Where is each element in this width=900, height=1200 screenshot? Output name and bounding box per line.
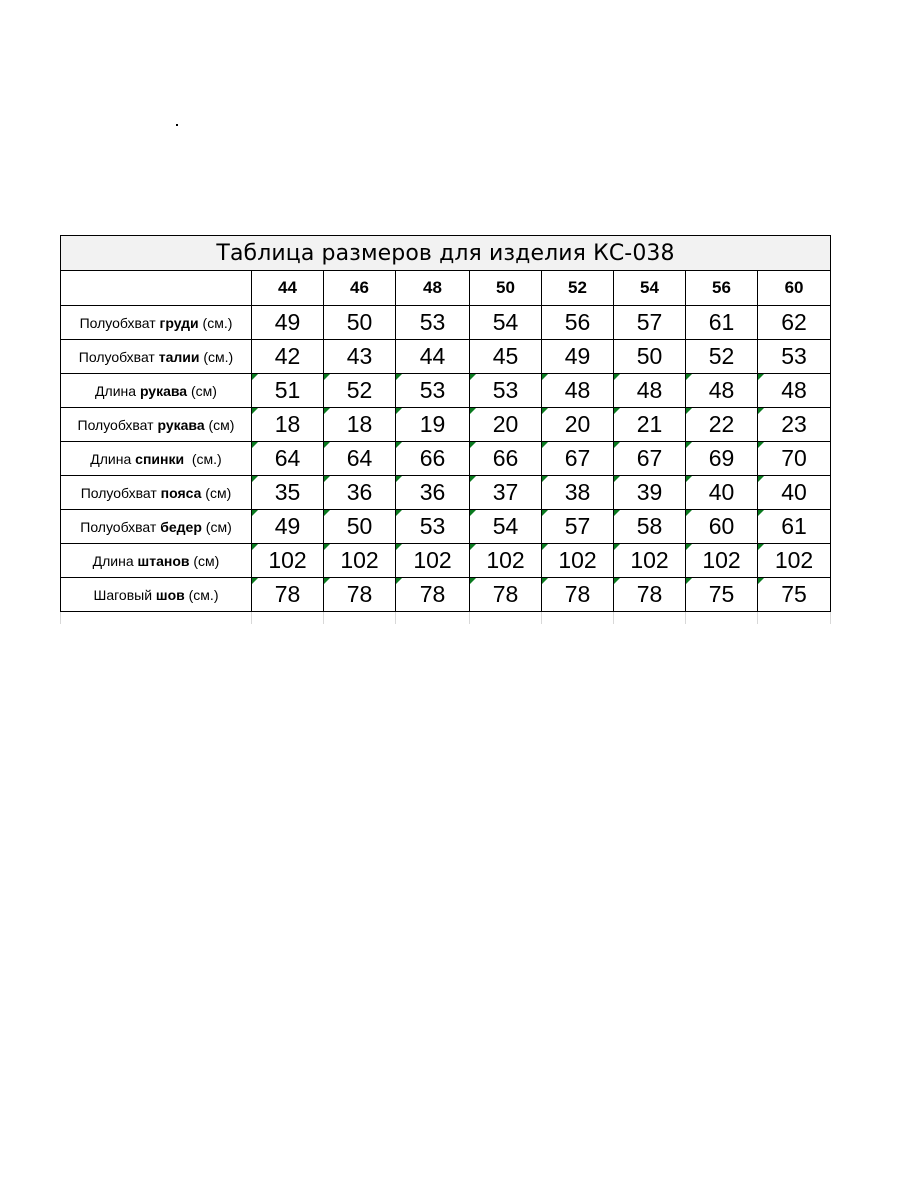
- measurement-value-cell: 75: [686, 578, 758, 612]
- empty-cell: [252, 612, 324, 624]
- measurement-value-cell: 102: [542, 544, 614, 578]
- size-header-cell: 60: [758, 271, 831, 306]
- measurement-value-cell: 18: [324, 408, 396, 442]
- measurement-value-cell: 102: [614, 544, 686, 578]
- measurement-label: [61, 408, 252, 442]
- measurement-value-cell: 102: [324, 544, 396, 578]
- measurement-row: [61, 544, 831, 578]
- size-header-cell: 44: [252, 271, 324, 306]
- measurement-value-cell: 67: [542, 442, 614, 476]
- measurement-value-cell: 49: [542, 340, 614, 374]
- measurement-value-cell: 102: [252, 544, 324, 578]
- measurement-value-cell: 36: [324, 476, 396, 510]
- measurement-value-cell: 57: [542, 510, 614, 544]
- measurement-row: [61, 408, 831, 442]
- measurement-value-cell: 48: [686, 374, 758, 408]
- measurement-label-prefix: Полуобхват: [80, 518, 161, 535]
- measurement-label-bold: шов: [155, 586, 185, 603]
- measurement-value-cell: 53: [470, 374, 542, 408]
- header-corner-cell: [61, 271, 252, 306]
- measurement-value-cell: 102: [758, 544, 831, 578]
- measurement-label-suffix: (см): [189, 552, 220, 569]
- measurement-value-cell: 53: [396, 306, 470, 340]
- measurement-value-cell: 78: [396, 578, 470, 612]
- measurement-value-cell: 48: [542, 374, 614, 408]
- measurement-value-cell: 50: [324, 510, 396, 544]
- measurement-label-suffix: (см.): [198, 314, 233, 331]
- empty-cell: [686, 612, 758, 624]
- measurement-value-cell: 21: [614, 408, 686, 442]
- measurement-label-prefix: Длина: [90, 450, 136, 467]
- table-title: Таблица размеров для изделия КС-038: [61, 236, 831, 271]
- measurement-label-suffix: (см.): [184, 586, 219, 603]
- measurement-value-cell: 49: [252, 510, 324, 544]
- measurement-label-suffix: (см): [201, 518, 232, 535]
- measurement-value-cell: 39: [614, 476, 686, 510]
- measurement-label-bold: бедер: [160, 518, 202, 535]
- measurement-label: [61, 578, 252, 612]
- measurement-value-cell: 53: [758, 340, 831, 374]
- measurement-value-cell: 51: [252, 374, 324, 408]
- size-header-row: [61, 271, 831, 306]
- stray-dot: [176, 124, 178, 126]
- measurement-value-cell: 64: [324, 442, 396, 476]
- measurement-value-cell: 75: [758, 578, 831, 612]
- measurement-row: [61, 442, 831, 476]
- measurement-value-cell: 61: [758, 510, 831, 544]
- measurement-value-cell: 61: [686, 306, 758, 340]
- measurement-value-cell: 102: [396, 544, 470, 578]
- empty-cell: [396, 612, 470, 624]
- measurement-value-cell: 66: [396, 442, 470, 476]
- measurement-label-suffix: (см.): [184, 450, 222, 467]
- measurement-value-cell: 52: [324, 374, 396, 408]
- table-continuation-row: [61, 612, 831, 624]
- measurement-label-suffix: (см): [187, 382, 217, 399]
- size-header-cell: 50: [470, 271, 542, 306]
- measurement-value-cell: 102: [470, 544, 542, 578]
- measurement-value-cell: 54: [470, 510, 542, 544]
- measurement-value-cell: 43: [324, 340, 396, 374]
- measurement-label: [61, 340, 252, 374]
- measurement-label-prefix: Длина: [95, 382, 140, 399]
- measurement-value-cell: 38: [542, 476, 614, 510]
- empty-cell: [324, 612, 396, 624]
- measurement-value-cell: 102: [686, 544, 758, 578]
- measurement-value-cell: 78: [470, 578, 542, 612]
- measurement-label-bold: груди: [159, 314, 199, 331]
- measurement-row: [61, 476, 831, 510]
- measurement-value-cell: 23: [758, 408, 831, 442]
- measurement-value-cell: 20: [542, 408, 614, 442]
- measurement-value-cell: 62: [758, 306, 831, 340]
- measurement-label: [61, 442, 252, 476]
- size-header-cell: 56: [686, 271, 758, 306]
- measurement-label-prefix: Шаговый: [93, 586, 156, 603]
- measurement-label-bold: пояса: [160, 484, 202, 501]
- measurement-label-prefix: Полуобхват: [80, 484, 161, 501]
- empty-cell: [470, 612, 542, 624]
- empty-cell: [614, 612, 686, 624]
- measurement-value-cell: 35: [252, 476, 324, 510]
- measurement-label: [61, 510, 252, 544]
- measurement-value-cell: 58: [614, 510, 686, 544]
- measurement-label-prefix: Полуобхват: [78, 348, 159, 365]
- measurement-value-cell: 37: [470, 476, 542, 510]
- measurement-label: [61, 374, 252, 408]
- empty-cell: [542, 612, 614, 624]
- measurement-value-cell: 49: [252, 306, 324, 340]
- title-row: [61, 236, 831, 271]
- measurement-value-cell: 78: [614, 578, 686, 612]
- measurement-value-cell: 70: [758, 442, 831, 476]
- size-header-cell: 46: [324, 271, 396, 306]
- size-chart-table: [60, 235, 831, 624]
- size-header-cell: 52: [542, 271, 614, 306]
- measurement-value-cell: 53: [396, 374, 470, 408]
- empty-cell: [61, 612, 252, 624]
- measurement-value-cell: 67: [614, 442, 686, 476]
- measurement-value-cell: 19: [396, 408, 470, 442]
- measurement-label-prefix: Полуобхват: [79, 314, 160, 331]
- measurement-value-cell: 52: [686, 340, 758, 374]
- measurement-value-cell: 40: [686, 476, 758, 510]
- measurement-label-suffix: (см): [201, 484, 232, 501]
- measurement-value-cell: 44: [396, 340, 470, 374]
- measurement-label-suffix: (см): [204, 416, 235, 433]
- measurement-value-cell: 78: [324, 578, 396, 612]
- measurement-label-bold: талии: [158, 348, 200, 365]
- measurement-value-cell: 69: [686, 442, 758, 476]
- measurement-value-cell: 18: [252, 408, 324, 442]
- measurement-value-cell: 36: [396, 476, 470, 510]
- measurement-row: [61, 374, 831, 408]
- measurement-value-cell: 66: [470, 442, 542, 476]
- size-header-cell: 54: [614, 271, 686, 306]
- measurement-value-cell: 64: [252, 442, 324, 476]
- measurement-value-cell: 48: [758, 374, 831, 408]
- measurement-label: [61, 544, 252, 578]
- measurement-value-cell: 22: [686, 408, 758, 442]
- measurement-label: [61, 306, 252, 340]
- measurement-label-prefix: Полуобхват: [77, 416, 158, 433]
- measurement-label-prefix: Длина: [92, 552, 138, 569]
- measurement-row: [61, 578, 831, 612]
- measurement-value-cell: 60: [686, 510, 758, 544]
- measurement-value-cell: 50: [614, 340, 686, 374]
- measurement-value-cell: 78: [542, 578, 614, 612]
- size-header-cell: 48: [396, 271, 470, 306]
- measurement-value-cell: 53: [396, 510, 470, 544]
- measurement-value-cell: 45: [470, 340, 542, 374]
- measurement-row: [61, 306, 831, 340]
- measurement-value-cell: 20: [470, 408, 542, 442]
- measurement-label-suffix: (см.): [199, 348, 234, 365]
- measurement-row: [61, 510, 831, 544]
- measurement-value-cell: 42: [252, 340, 324, 374]
- measurement-row: [61, 340, 831, 374]
- measurement-value-cell: 78: [252, 578, 324, 612]
- measurement-value-cell: 56: [542, 306, 614, 340]
- measurement-label-bold: рукава: [157, 416, 205, 433]
- empty-cell: [758, 612, 831, 624]
- measurement-label: [61, 476, 252, 510]
- measurement-value-cell: 50: [324, 306, 396, 340]
- measurement-label-bold: рукава: [139, 382, 188, 399]
- measurement-label-bold: спинки: [135, 450, 185, 467]
- measurement-value-cell: 40: [758, 476, 831, 510]
- measurement-value-cell: 57: [614, 306, 686, 340]
- measurement-value-cell: 54: [470, 306, 542, 340]
- measurement-value-cell: 48: [614, 374, 686, 408]
- measurement-label-bold: штанов: [137, 552, 190, 569]
